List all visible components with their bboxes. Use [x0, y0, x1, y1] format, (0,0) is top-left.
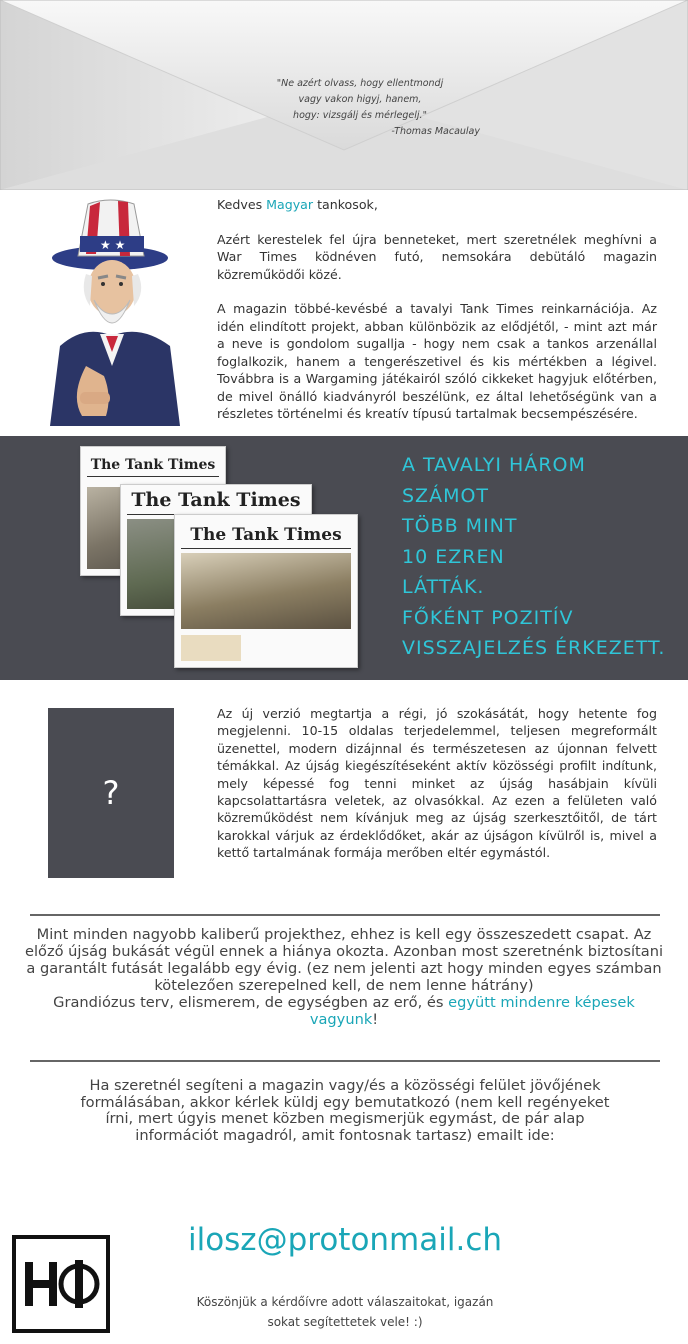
- team-line-2-accent: együtt mindenre képesek vagyunk: [309, 994, 635, 1028]
- newspaper-photo: [181, 553, 351, 629]
- stats-line: SZÁMOT: [402, 484, 490, 507]
- stats-text: [402, 450, 682, 664]
- quote-line: "Ne azért olvass, hogy ellentmondj: [276, 78, 444, 89]
- quote: [210, 76, 510, 140]
- divider-top: [30, 914, 660, 916]
- divider-bottom: [30, 1060, 660, 1062]
- thanks-line-2: sokat segítettetek vele! :): [267, 1315, 423, 1329]
- weekly-text: Az új verzió megtartja a régi, jó szokásátát, hogy hetente fog megjelenni. 10-15 oldalas terjedelemmel, teljesen megreformált üzenettel, modern dizájnnal és természetesen az újonnan felvett témákkal. Az újság kiegészítéseként aktív közösségi profilt indítunk, mely képessé fog tenni minket az újság hasábjain kívüli kapcsolattartásra veletek, az olvasókkal. Az ezen a felületen való közreműködést nem kívánjuk meg az újság szerkesztőitől, de tárt karokkal várjuk az érdeklődőket, akár az újságon kívülről is, mivel a kettő tartalmának formája merőben eltér egymástól.: [217, 706, 657, 861]
- greeting-post: tankosok,: [313, 197, 378, 212]
- stats-line: LÁTTÁK.: [402, 576, 485, 598]
- intro-paragraph-2: A magazin többé-kevésbé a tavalyi Tank Times reinkarnációja. Az idén elindított projekt, abban különbözik az elődjétől, - mint azt már a neve is gondolom sugallja - hogy nem csak a tankos arzenállal foglalkozik, hanem a tengerészetivel és kis mértékben a légivel. Továbbra is a Wargaming játékairól szóló cikkeket hagyjuk előtérben, de mivel önálló kiadványról beszélünk, ez által lehetőségünk van a részletes történelmi és kreatív típusú tartalmak becsempészésére.: [217, 301, 657, 421]
- email-link[interactable]: ilosz@protonmail.ch: [187, 1222, 503, 1258]
- thanks-text: [150, 1292, 540, 1332]
- intro-paragraph-1: Azért kerestelek fel újra benneteket, mert szeretnélek meghívni a War Times ködnéven futó, nemsokára debütáló magazin közreműködői közé.: [217, 231, 657, 282]
- newspaper-title: The Tank Times: [190, 525, 342, 545]
- greeting-accent: Magyar: [266, 197, 314, 212]
- newspaper-title: The Tank Times: [90, 457, 216, 473]
- svg-text:★ ★: ★ ★: [100, 238, 126, 252]
- stats-line: VISSZAJELZÉS ÉRKEZETT.: [402, 637, 666, 659]
- intro-text: [217, 196, 657, 440]
- greeting-pre: Kedves: [217, 197, 267, 212]
- greeting: [217, 196, 657, 214]
- uncle-sam-illustration: [30, 196, 200, 426]
- newspaper-3: [174, 514, 358, 668]
- quote-line: hogy: vizsgálj és mérlegelj.": [293, 110, 427, 121]
- envelope-header: [0, 0, 688, 190]
- thanks-line-1: Köszönjük a kérdőívre adott válaszaitokat, igazán: [196, 1295, 494, 1309]
- stats-line: A TAVALYI HÁROM: [402, 454, 586, 476]
- logo: [12, 1235, 110, 1333]
- team-paragraph: Mint minden nagyobb kaliberű projekthez, ehhez is kell egy összeszedett csapat. Az előző újság bukását végül ennek a hiánya okozta. Azonban most szeretnénk biztosítani a garantált futását legalább egy évig. (ez nem jelenti azt hogy minden egyes számban kötelezően szerepelned kell, de nem lenne hátrány): [24, 926, 664, 994]
- question-mark: ?: [102, 774, 120, 812]
- stats-line: 10 EZREN: [402, 545, 505, 568]
- team-line-2-pre: Grandiózus terv, elismerem, de egységben az erő, és: [53, 994, 449, 1011]
- team-text: [24, 926, 664, 1028]
- logo-mark: [21, 1254, 101, 1314]
- image-placeholder: [48, 708, 174, 878]
- quote-author: -Thomas Macaulay: [391, 126, 480, 137]
- newspaper-scrap: [181, 635, 241, 661]
- quote-line: vagy vakon higyj, hanem,: [298, 94, 422, 105]
- stats-line: TÖBB MINT: [402, 515, 518, 537]
- help-text: Ha szeretnél segíteni a magazin vagy/és a közösségi felület jövőjének formálásában, akkor kérlek küldj egy bemutatkozó (nem kell regényeket írni, mert úgyis menet közben megismerjük egymást, de pár alap információt magadról, amit fontosnak tartasz) emailt ide:: [80, 1077, 610, 1144]
- team-line-2-post: !: [372, 1011, 379, 1028]
- newspaper-title: The Tank Times: [131, 489, 301, 511]
- stats-line: FŐKÉNT POZITÍV: [402, 606, 574, 629]
- team-line-2: [24, 994, 664, 1028]
